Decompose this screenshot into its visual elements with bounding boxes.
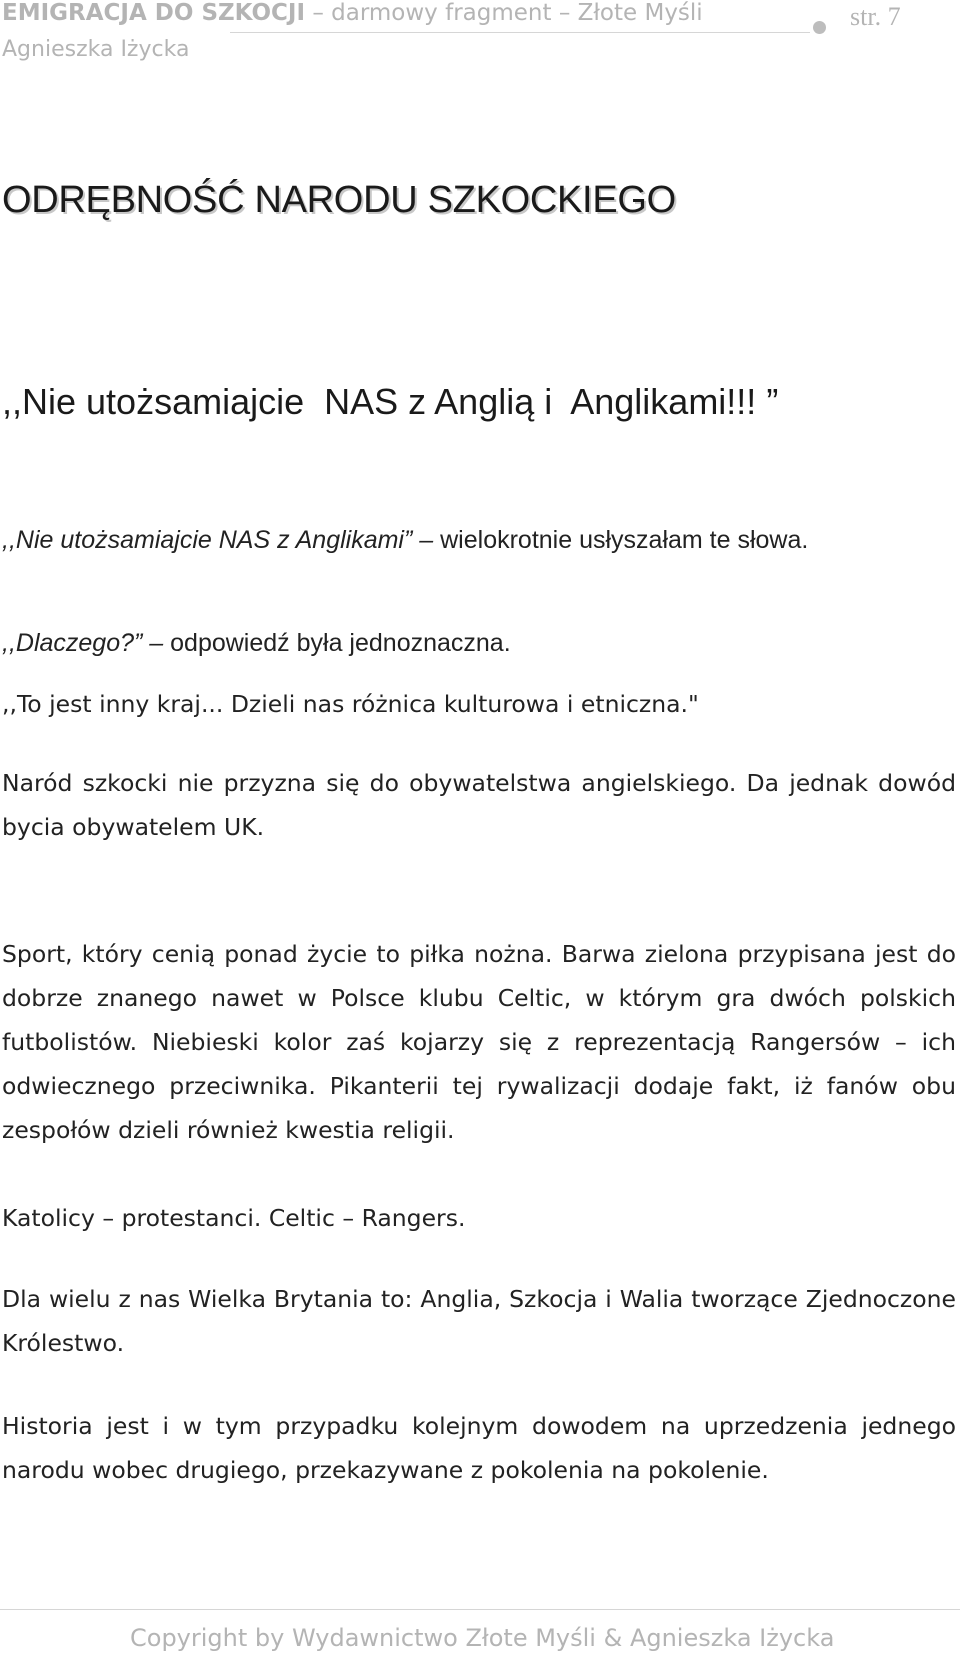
chapter-title: ODRĘBNOŚĆ NARODU SZKOCKIEGO [2, 179, 676, 221]
paragraph-text: odpowiedź była jednoznaczna. [170, 629, 511, 657]
bullet-dot-icon [813, 21, 826, 34]
footer-copyright: Copyright by Wydawnictwo Złote Myśli & Agnieszka Iżycka [130, 1624, 835, 1652]
header-title [2, 0, 703, 26]
header-book-title: EMIGRACJA DO SZKOCJI [2, 0, 306, 26]
paragraph-7: Dla wielu z nas Wielka Brytania to: Anglia, Szkocja i Walia tworzące Zjednoczone Królestwo. [2, 1285, 956, 1357]
paragraph-1 [2, 518, 956, 562]
paragraph-6: Katolicy – protestanci. Celtic – Rangers. [2, 1204, 466, 1232]
paragraph-8: Historia jest i w tym przypadku kolejnym dowodem na uprzedzenia jednego narodu wobec drugiego, przekazywane z pokolenia na pokolenie. [2, 1412, 956, 1484]
header-subtitle: – darmowy fragment – Złote Myśli [305, 0, 703, 26]
paragraph-text: wielokrotnie usłyszałam te słowa. [440, 526, 809, 554]
header-author: Agnieszka Iżycka [2, 37, 190, 62]
paragraph-5: Sport, który cenią ponad życie to piłka nożna. Barwa zielona przypisana jest do dobrze znanego nawet w Polsce klubu Celtic, w którym gra dwóch polskich futbolistów. Niebieski kolor zaś kojarzy się z reprezentacją Rangersów – ich odwiecznego przeciwnika. Pikanterii tej rywalizacji dodaje fakt, iż fanów obu zespołów dzieli również kwestia religii. [2, 940, 956, 1144]
page-number: str. 7 [850, 2, 901, 31]
footer-divider [0, 1609, 960, 1610]
header-divider [230, 32, 810, 33]
paragraph-3: ,,To jest inny kraj... Dzieli nas różnica kulturowa i etniczna." [2, 690, 699, 718]
paragraph-2 [2, 621, 956, 665]
paragraph-4: Naród szkocki nie przyzna się do obywatelstwa angielskiego. Da jednak dowód bycia obywatelem UK. [2, 769, 956, 841]
quote-italic: ,,Nie utożsamiajcie NAS z Anglikami” – [2, 526, 441, 554]
quote-heading: ,,Nie utożsamiajcie NAS z Anglią i Anglikami!!! ” [2, 381, 779, 422]
quote-italic: ,,Dlaczego?” – [2, 629, 171, 657]
